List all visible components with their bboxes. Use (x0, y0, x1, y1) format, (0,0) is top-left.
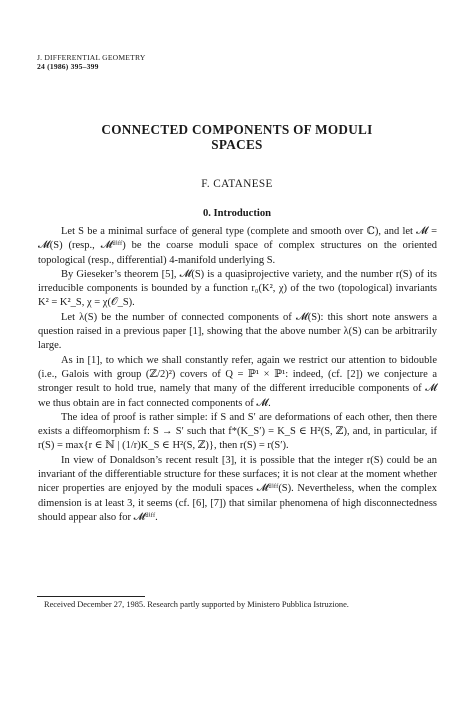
paper-title (0, 122, 474, 152)
paper-title-line-2: SPACES (211, 137, 263, 152)
paragraph-6: In view of Donaldson’s recent result [3], it is possible that the integer r(S) could be an invariant of the differentiable structure for these surfaces; it is not clear at the moment whether nicer properties are enjoyed by the moduli spaces 𝓜ᵈⁱᶠᶠ(S). Nevertheless, when the complex dimension is at least 3, it seems (cf. [6], [7]) that similar phenomena of high disconnectedness should appear also for 𝓜ᵈⁱᶠᶠ. (38, 454, 437, 523)
paper-title-line-1: CONNECTED COMPONENTS OF MODULI (101, 122, 373, 137)
paragraph-5: The idea of proof is rather simple: if S and S′ are deformations of each other, then there exists a diffeomorphism f: S → S′ such that f*(K_S′) = K_S ∈ H²(S, ℤ), and, in particular, if r(S) = max{r ∈ ℕ | (1/r)K_S ∈ H²(S, ℤ)}, then r(S) = r(S′). (38, 411, 437, 452)
author: F. CATANESE (201, 178, 273, 190)
paragraph-1: Let S be a minimal surface of general type (complete and smooth over ℂ), and let 𝓜 = 𝓜(S) (resp., 𝓜ᵈⁱᶠᶠ) be the coarse moduli space of complex structures on the oriented topological (resp., differential) 4-manifold underlying S. (38, 226, 437, 266)
footnote: Received December 27, 1985. Research partly supported by Ministero Pubblica Istruzione. (44, 600, 349, 609)
paragraph-2: By Gieseker’s theorem [5], 𝓜(S) is a quasiprojective variety, and the number r(S) of its irreducible components is bounded by a function r₀(K², χ) of the two (topological) invariants K² = K²_S, χ = χ(𝒪_S). (38, 268, 437, 309)
journal-header (37, 53, 146, 71)
footnote-rule (37, 596, 145, 597)
journal-volume: 24 (1986) 395–399 (37, 62, 99, 71)
section-heading: 0. Introduction (202, 208, 272, 219)
paragraph-4: As in [1], to which we shall constantly refer, again we restrict our attention to bidouble (i.e., Galois with group (ℤ/2)²) covers of Q = ℙ¹ × ℙ¹: indeed, (cf. [2]) we conjecture a stronger result to hold true, namely that many of the different irreducible components of 𝓜 we thus obtain are in fact connected components of 𝓜. (38, 354, 437, 409)
body-text (38, 225, 437, 525)
journal-name: J. DIFFERENTIAL GEOMETRY (37, 53, 146, 62)
paragraph-3: Let λ(S) be the number of connected components of 𝓜(S): this short note answers a question raised in a previous paper [1], showing that the above number λ(S) can be arbitrarily large. (38, 311, 437, 352)
